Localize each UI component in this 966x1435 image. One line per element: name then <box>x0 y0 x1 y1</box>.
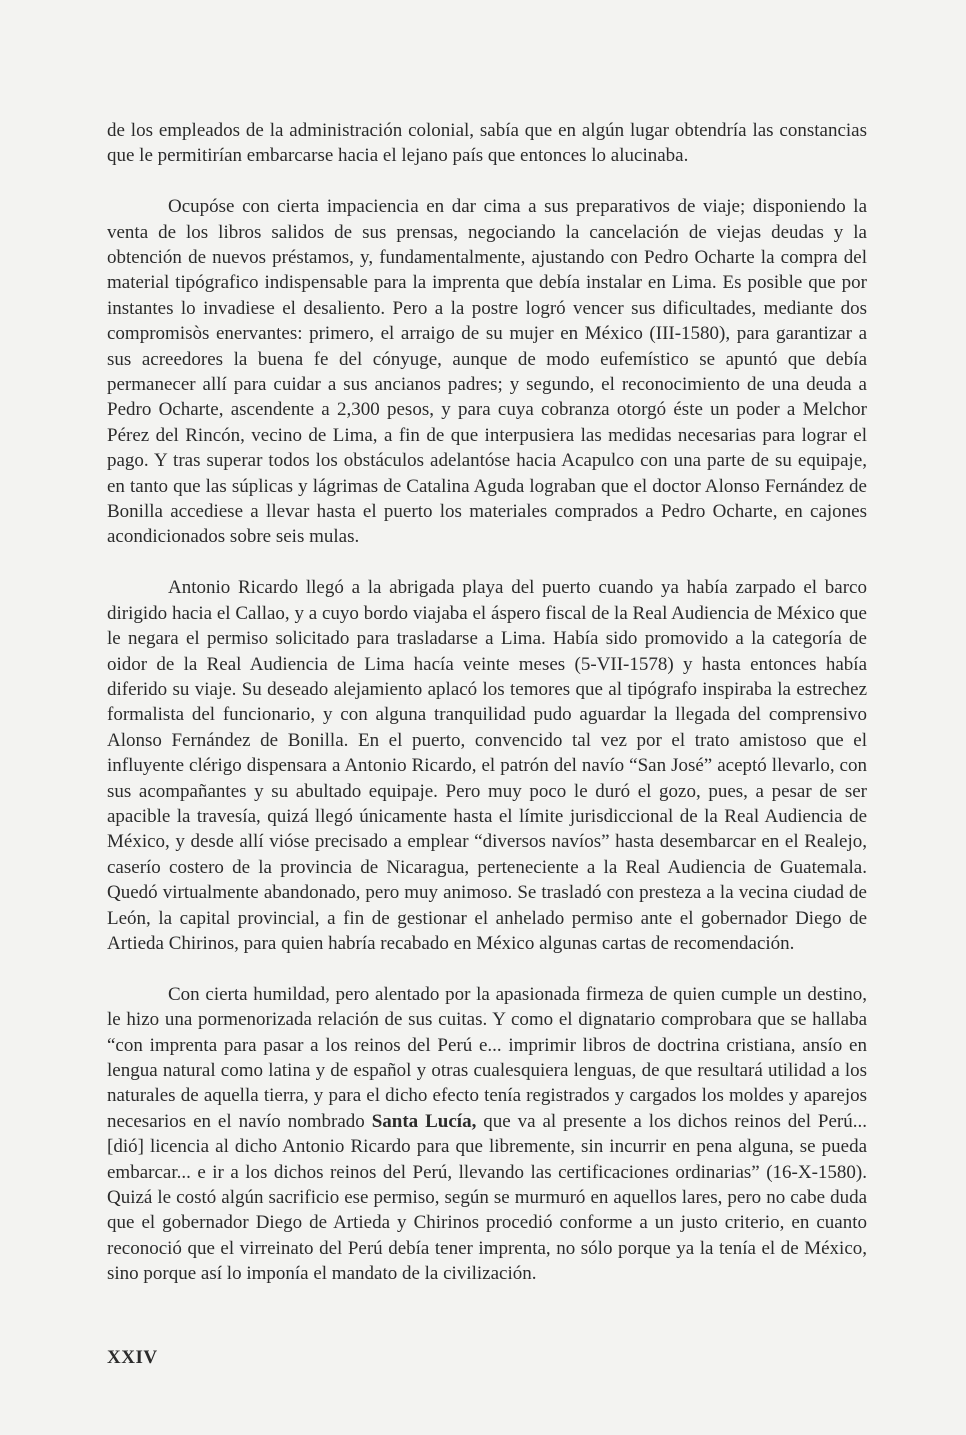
paragraph-continuation: de los empleados de la administración colonial, sabía que en algún lugar obtendría las constancias que le permitirían embarcarse hacia el lejano país que entonces lo alucinaba. <box>107 120 867 167</box>
paragraph-licencia <box>107 982 867 1287</box>
paragraph-puerto: Antonio Ricardo llegó a la abrigada playa del puerto cuando ya había zarpado el barco dirigido hacia el Callao, y a cuyo bordo viajaba el áspero fiscal de la Real Audiencia de México que le negara el permiso solicitado para trasladarse a Lima. Había sido promovido a la categoría de oidor de la Real Audiencia de Lima hacía veinte meses (5-VII-1578) y hasta entonces había diferido su viaje. Su deseado alejamiento aplacó los temores que al tipógrafo inspiraba la estrechez formalista del funcionario, y con alguna tranquilidad pudo aguardar la llegada del comprensivo Alonso Fernández de Bonilla. En el puerto, convencido tal vez por el trato amistoso que el influyente clérigo dispensara a Antonio Ricardo, el patrón del navío “San José” aceptó llevarlo, con sus acompañantes y su abultado equipaje. Pero muy poco le duró el gozo, pues, a pesar de ser apacible la travesía, quizá llegó únicamente hasta el límite jurisdiccional de la Real Audiencia de México, y desde allí vióse precisado a emplear “diversos navíos” hasta desembarcar en el Realejo, caserío costero de la provincia de Nicaragua, perteneciente a la Real Audiencia de Guatemala. Quedó virtualmente abandonado, pero muy animoso. Se trasladó con presteza a la vecina ciudad de León, la capital provincial, a fin de gestionar el anhelado permiso ante el gobernador Diego de Artieda Chirinos, para quien habría recabado en México algunas cartas de recomendación. <box>107 577 867 954</box>
page-number: XXIV <box>107 1347 158 1368</box>
paragraph-licencia-start: Con cierta humildad, pero alentado por la apasionada firmeza de quien cumple un destino, le hizo una pormenorizada relación de sus cuitas. Y como el dignatario comprobara que se hallaba “con imprenta para pasar a los reinos del Perú e... imprimir libros de doctrina cristiana, ansío en lengua natural como latina y de español y otras cualesquiera lenguas, de que resultará utilidad a los naturales de aquella tierra, y para el dicho efecto tenía registrados y cargados los moldes y aparejos necesarios en el navío nombrado <box>107 983 867 1132</box>
ship-name: Santa Lucía, <box>371 1110 477 1132</box>
paragraph-preparativos: Ocupóse con cierta impaciencia en dar cima a sus preparativos de viaje; disponiendo la venta de los libros salidos de sus prensas, negociando la cancelación de viejas deudas y la obtención de nuevos préstamos, y, fundamentalmente, ajustando con Pedro Ocharte la compra del material tipógrafico indispensable para la imprenta que debía instalar en Lima. Es posible que por instantes lo invadiese el desaliento. Pero a la postre logró vencer sus dificultades, mediante dos compromisòs enervantes: primero, el arraigo de su mujer en México (III-1580), para garantizar a sus acreedores la buena fe del cónyuge, aunque de modo eufemístico se apuntó que debía permanecer allí para cuidar a sus ancianos padres; y segundo, el reconocimiento de una deuda a Pedro Ocharte, ascendente a 2,300 pesos, y para cuya cobranza otorgó éste un poder a Melchor Pérez del Rincón, vecino de Lima, a fin de que interpusiera las medidas necesarias para lograr el pago. Y tras superar todos los obstáculos adelantóse hacia Acapulco con una parte de su equipaje, en tanto que las súplicas y lágrimas de Catalina Aguda lograban que el doctor Alonso Fernández de Bonilla accediese a llevar hasta el puerto los materiales comprados a Pedro Ocharte, en cajones acondicionados sobre seis mulas. <box>107 196 867 548</box>
paragraph-licencia-end: que va al presente a los dichos reinos del Perú... [dió] licencia al dicho Antonio Ricardo para que libremente, sin incurrir en pena alguna, se pueda embarcar... e ir a los dichos reinos del Perú, llevando las certificaciones ordinarias” (16-X-1580). Quizá le costó algún sacrificio ese permiso, según se murmuró en aquellos lares, pero no cabe duda que el gobernador Diego de Artieda y Chirinos procedió conforme a un justo criterio, en cuanto reconoció que el virreinato del Perú debía tener imprenta, no sólo porque ya la tenía el de México, sino porque así lo imponía el mandato de la civilización. <box>107 1110 868 1285</box>
body-text <box>107 118 867 1312</box>
